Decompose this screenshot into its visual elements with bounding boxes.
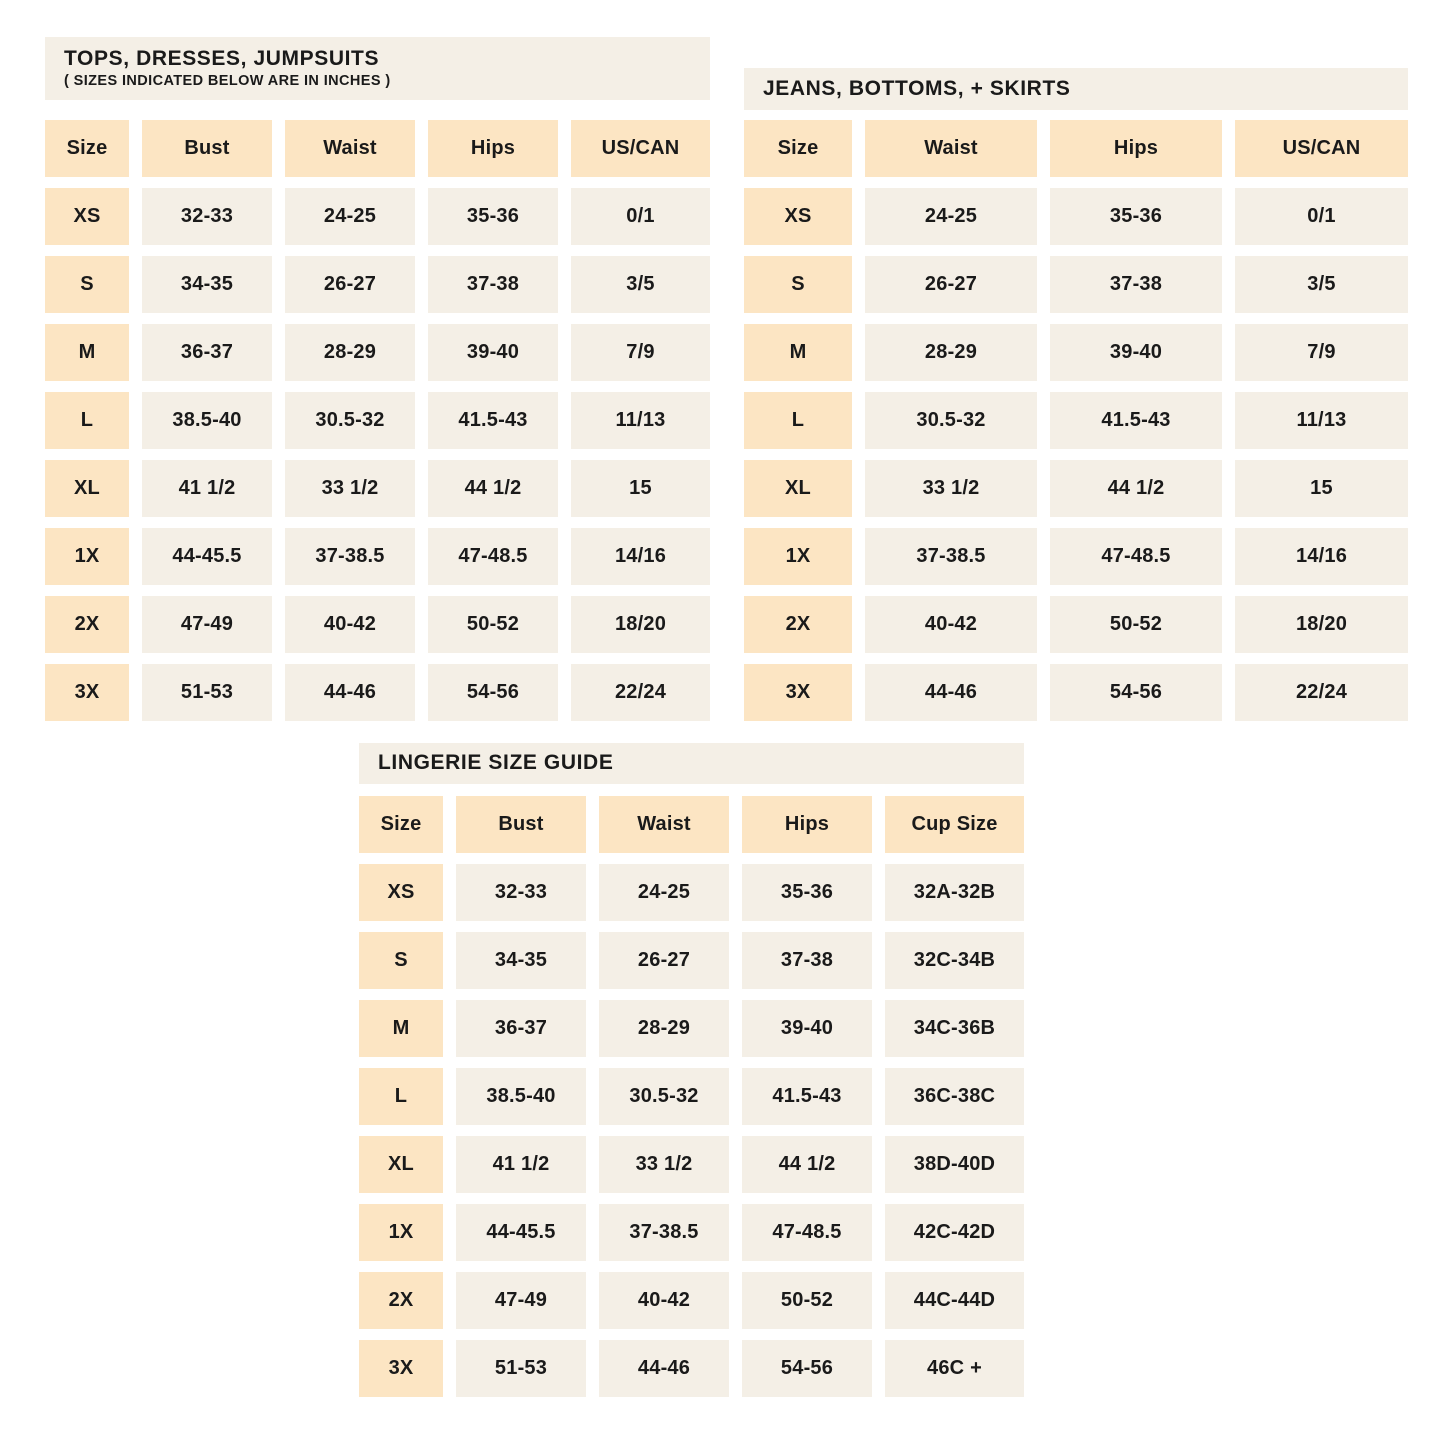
cell-2x-bust: 47-49: [142, 596, 272, 653]
column-header-waist: Waist: [599, 796, 729, 853]
cell-xl-waist: 33 1/2: [865, 460, 1037, 517]
column-header-size: Size: [45, 120, 129, 177]
cell-s-bust: 34-35: [142, 256, 272, 313]
cell-l-bust: 38.5-40: [456, 1068, 586, 1125]
cell-xs-us-can: 0/1: [571, 188, 710, 245]
column-header-hips: Hips: [742, 796, 872, 853]
size-grid: [45, 120, 710, 721]
cell-l-hips: 41.5-43: [1050, 392, 1222, 449]
table-title-banner: [359, 743, 1024, 784]
cell-2x-cup-size: 44C-44D: [885, 1272, 1024, 1329]
size-label-xl: XL: [359, 1136, 443, 1193]
size-label-xl: XL: [744, 460, 852, 517]
cell-xl-bust: 41 1/2: [456, 1136, 586, 1193]
cell-3x-us-can: 22/24: [571, 664, 710, 721]
cell-l-waist: 30.5-32: [285, 392, 415, 449]
cell-m-hips: 39-40: [742, 1000, 872, 1057]
size-label-1x: 1X: [359, 1204, 443, 1261]
cell-2x-us-can: 18/20: [1235, 596, 1408, 653]
cell-xs-hips: 35-36: [428, 188, 558, 245]
cell-2x-waist: 40-42: [285, 596, 415, 653]
size-label-2x: 2X: [359, 1272, 443, 1329]
table-title: JEANS, BOTTOMS, + SKIRTS: [763, 76, 1071, 100]
cell-1x-bust: 44-45.5: [456, 1204, 586, 1261]
size-label-xs: XS: [359, 864, 443, 921]
cell-2x-bust: 47-49: [456, 1272, 586, 1329]
size-label-s: S: [744, 256, 852, 313]
size-label-m: M: [744, 324, 852, 381]
cell-m-bust: 36-37: [456, 1000, 586, 1057]
cell-m-us-can: 7/9: [1235, 324, 1408, 381]
table-subtitle: ( SIZES INDICATED BELOW ARE IN INCHES ): [64, 72, 391, 89]
table-title-banner: [744, 68, 1408, 110]
cell-1x-hips: 47-48.5: [742, 1204, 872, 1261]
cell-xl-cup-size: 38D-40D: [885, 1136, 1024, 1193]
size-label-m: M: [359, 1000, 443, 1057]
cell-xs-cup-size: 32A-32B: [885, 864, 1024, 921]
size-table-lingerie: [359, 743, 1024, 1397]
cell-xs-hips: 35-36: [1050, 188, 1222, 245]
cell-2x-hips: 50-52: [742, 1272, 872, 1329]
cell-xs-us-can: 0/1: [1235, 188, 1408, 245]
cell-l-cup-size: 36C-38C: [885, 1068, 1024, 1125]
cell-1x-us-can: 14/16: [571, 528, 710, 585]
size-label-3x: 3X: [744, 664, 852, 721]
size-label-3x: 3X: [45, 664, 129, 721]
cell-xs-waist: 24-25: [865, 188, 1037, 245]
column-header-cup-size: Cup Size: [885, 796, 1024, 853]
cell-1x-waist: 37-38.5: [599, 1204, 729, 1261]
cell-1x-waist: 37-38.5: [865, 528, 1037, 585]
size-label-l: L: [359, 1068, 443, 1125]
column-header-bust: Bust: [456, 796, 586, 853]
cell-l-hips: 41.5-43: [742, 1068, 872, 1125]
cell-s-bust: 34-35: [456, 932, 586, 989]
cell-xs-bust: 32-33: [142, 188, 272, 245]
size-table-tops-dresses-jumpsuits: [45, 37, 710, 721]
cell-3x-cup-size: 46C +: [885, 1340, 1024, 1397]
cell-2x-waist: 40-42: [599, 1272, 729, 1329]
cell-1x-us-can: 14/16: [1235, 528, 1408, 585]
cell-3x-us-can: 22/24: [1235, 664, 1408, 721]
cell-m-hips: 39-40: [1050, 324, 1222, 381]
table-title: LINGERIE SIZE GUIDE: [378, 751, 614, 775]
cell-3x-hips: 54-56: [1050, 664, 1222, 721]
column-header-waist: Waist: [285, 120, 415, 177]
size-grid: [744, 120, 1408, 721]
cell-2x-waist: 40-42: [865, 596, 1037, 653]
column-header-bust: Bust: [142, 120, 272, 177]
cell-xl-waist: 33 1/2: [599, 1136, 729, 1193]
cell-3x-waist: 44-46: [865, 664, 1037, 721]
size-label-xs: XS: [45, 188, 129, 245]
cell-s-hips: 37-38: [428, 256, 558, 313]
size-label-3x: 3X: [359, 1340, 443, 1397]
table-title-banner: [45, 37, 710, 100]
cell-l-waist: 30.5-32: [599, 1068, 729, 1125]
cell-s-us-can: 3/5: [571, 256, 710, 313]
cell-s-waist: 26-27: [285, 256, 415, 313]
cell-3x-bust: 51-53: [456, 1340, 586, 1397]
column-header-hips: Hips: [1050, 120, 1222, 177]
cell-1x-waist: 37-38.5: [285, 528, 415, 585]
cell-1x-hips: 47-48.5: [1050, 528, 1222, 585]
cell-m-waist: 28-29: [285, 324, 415, 381]
cell-3x-waist: 44-46: [599, 1340, 729, 1397]
cell-m-waist: 28-29: [865, 324, 1037, 381]
column-header-waist: Waist: [865, 120, 1037, 177]
cell-xs-hips: 35-36: [742, 864, 872, 921]
cell-l-us-can: 11/13: [1235, 392, 1408, 449]
size-label-l: L: [744, 392, 852, 449]
size-label-2x: 2X: [744, 596, 852, 653]
cell-3x-waist: 44-46: [285, 664, 415, 721]
size-label-1x: 1X: [45, 528, 129, 585]
cell-s-waist: 26-27: [599, 932, 729, 989]
cell-s-hips: 37-38: [742, 932, 872, 989]
size-label-2x: 2X: [45, 596, 129, 653]
cell-xl-us-can: 15: [571, 460, 710, 517]
size-label-m: M: [45, 324, 129, 381]
column-header-us-can: US/CAN: [1235, 120, 1408, 177]
cell-l-waist: 30.5-32: [865, 392, 1037, 449]
cell-s-cup-size: 32C-34B: [885, 932, 1024, 989]
cell-s-us-can: 3/5: [1235, 256, 1408, 313]
size-label-xs: XS: [744, 188, 852, 245]
cell-xl-hips: 44 1/2: [742, 1136, 872, 1193]
column-header-hips: Hips: [428, 120, 558, 177]
size-table-jeans-bottoms-skirts: [744, 68, 1408, 721]
cell-1x-hips: 47-48.5: [428, 528, 558, 585]
cell-s-waist: 26-27: [865, 256, 1037, 313]
size-label-s: S: [45, 256, 129, 313]
column-header-size: Size: [359, 796, 443, 853]
cell-m-hips: 39-40: [428, 324, 558, 381]
cell-2x-hips: 50-52: [428, 596, 558, 653]
cell-1x-bust: 44-45.5: [142, 528, 272, 585]
cell-1x-cup-size: 42C-42D: [885, 1204, 1024, 1261]
size-label-xl: XL: [45, 460, 129, 517]
cell-3x-hips: 54-56: [428, 664, 558, 721]
cell-xl-hips: 44 1/2: [428, 460, 558, 517]
cell-xl-us-can: 15: [1235, 460, 1408, 517]
cell-xl-hips: 44 1/2: [1050, 460, 1222, 517]
cell-l-us-can: 11/13: [571, 392, 710, 449]
cell-l-hips: 41.5-43: [428, 392, 558, 449]
column-header-size: Size: [744, 120, 852, 177]
cell-xl-bust: 41 1/2: [142, 460, 272, 517]
cell-m-us-can: 7/9: [571, 324, 710, 381]
cell-xs-bust: 32-33: [456, 864, 586, 921]
size-label-s: S: [359, 932, 443, 989]
cell-l-bust: 38.5-40: [142, 392, 272, 449]
cell-2x-hips: 50-52: [1050, 596, 1222, 653]
cell-xl-waist: 33 1/2: [285, 460, 415, 517]
cell-xs-waist: 24-25: [285, 188, 415, 245]
cell-s-hips: 37-38: [1050, 256, 1222, 313]
cell-3x-hips: 54-56: [742, 1340, 872, 1397]
cell-m-bust: 36-37: [142, 324, 272, 381]
cell-2x-us-can: 18/20: [571, 596, 710, 653]
cell-m-waist: 28-29: [599, 1000, 729, 1057]
column-header-us-can: US/CAN: [571, 120, 710, 177]
cell-m-cup-size: 34C-36B: [885, 1000, 1024, 1057]
size-label-l: L: [45, 392, 129, 449]
size-label-1x: 1X: [744, 528, 852, 585]
table-title: TOPS, DRESSES, JUMPSUITS: [64, 46, 380, 70]
cell-3x-bust: 51-53: [142, 664, 272, 721]
size-grid: [359, 796, 1024, 1397]
cell-xs-waist: 24-25: [599, 864, 729, 921]
